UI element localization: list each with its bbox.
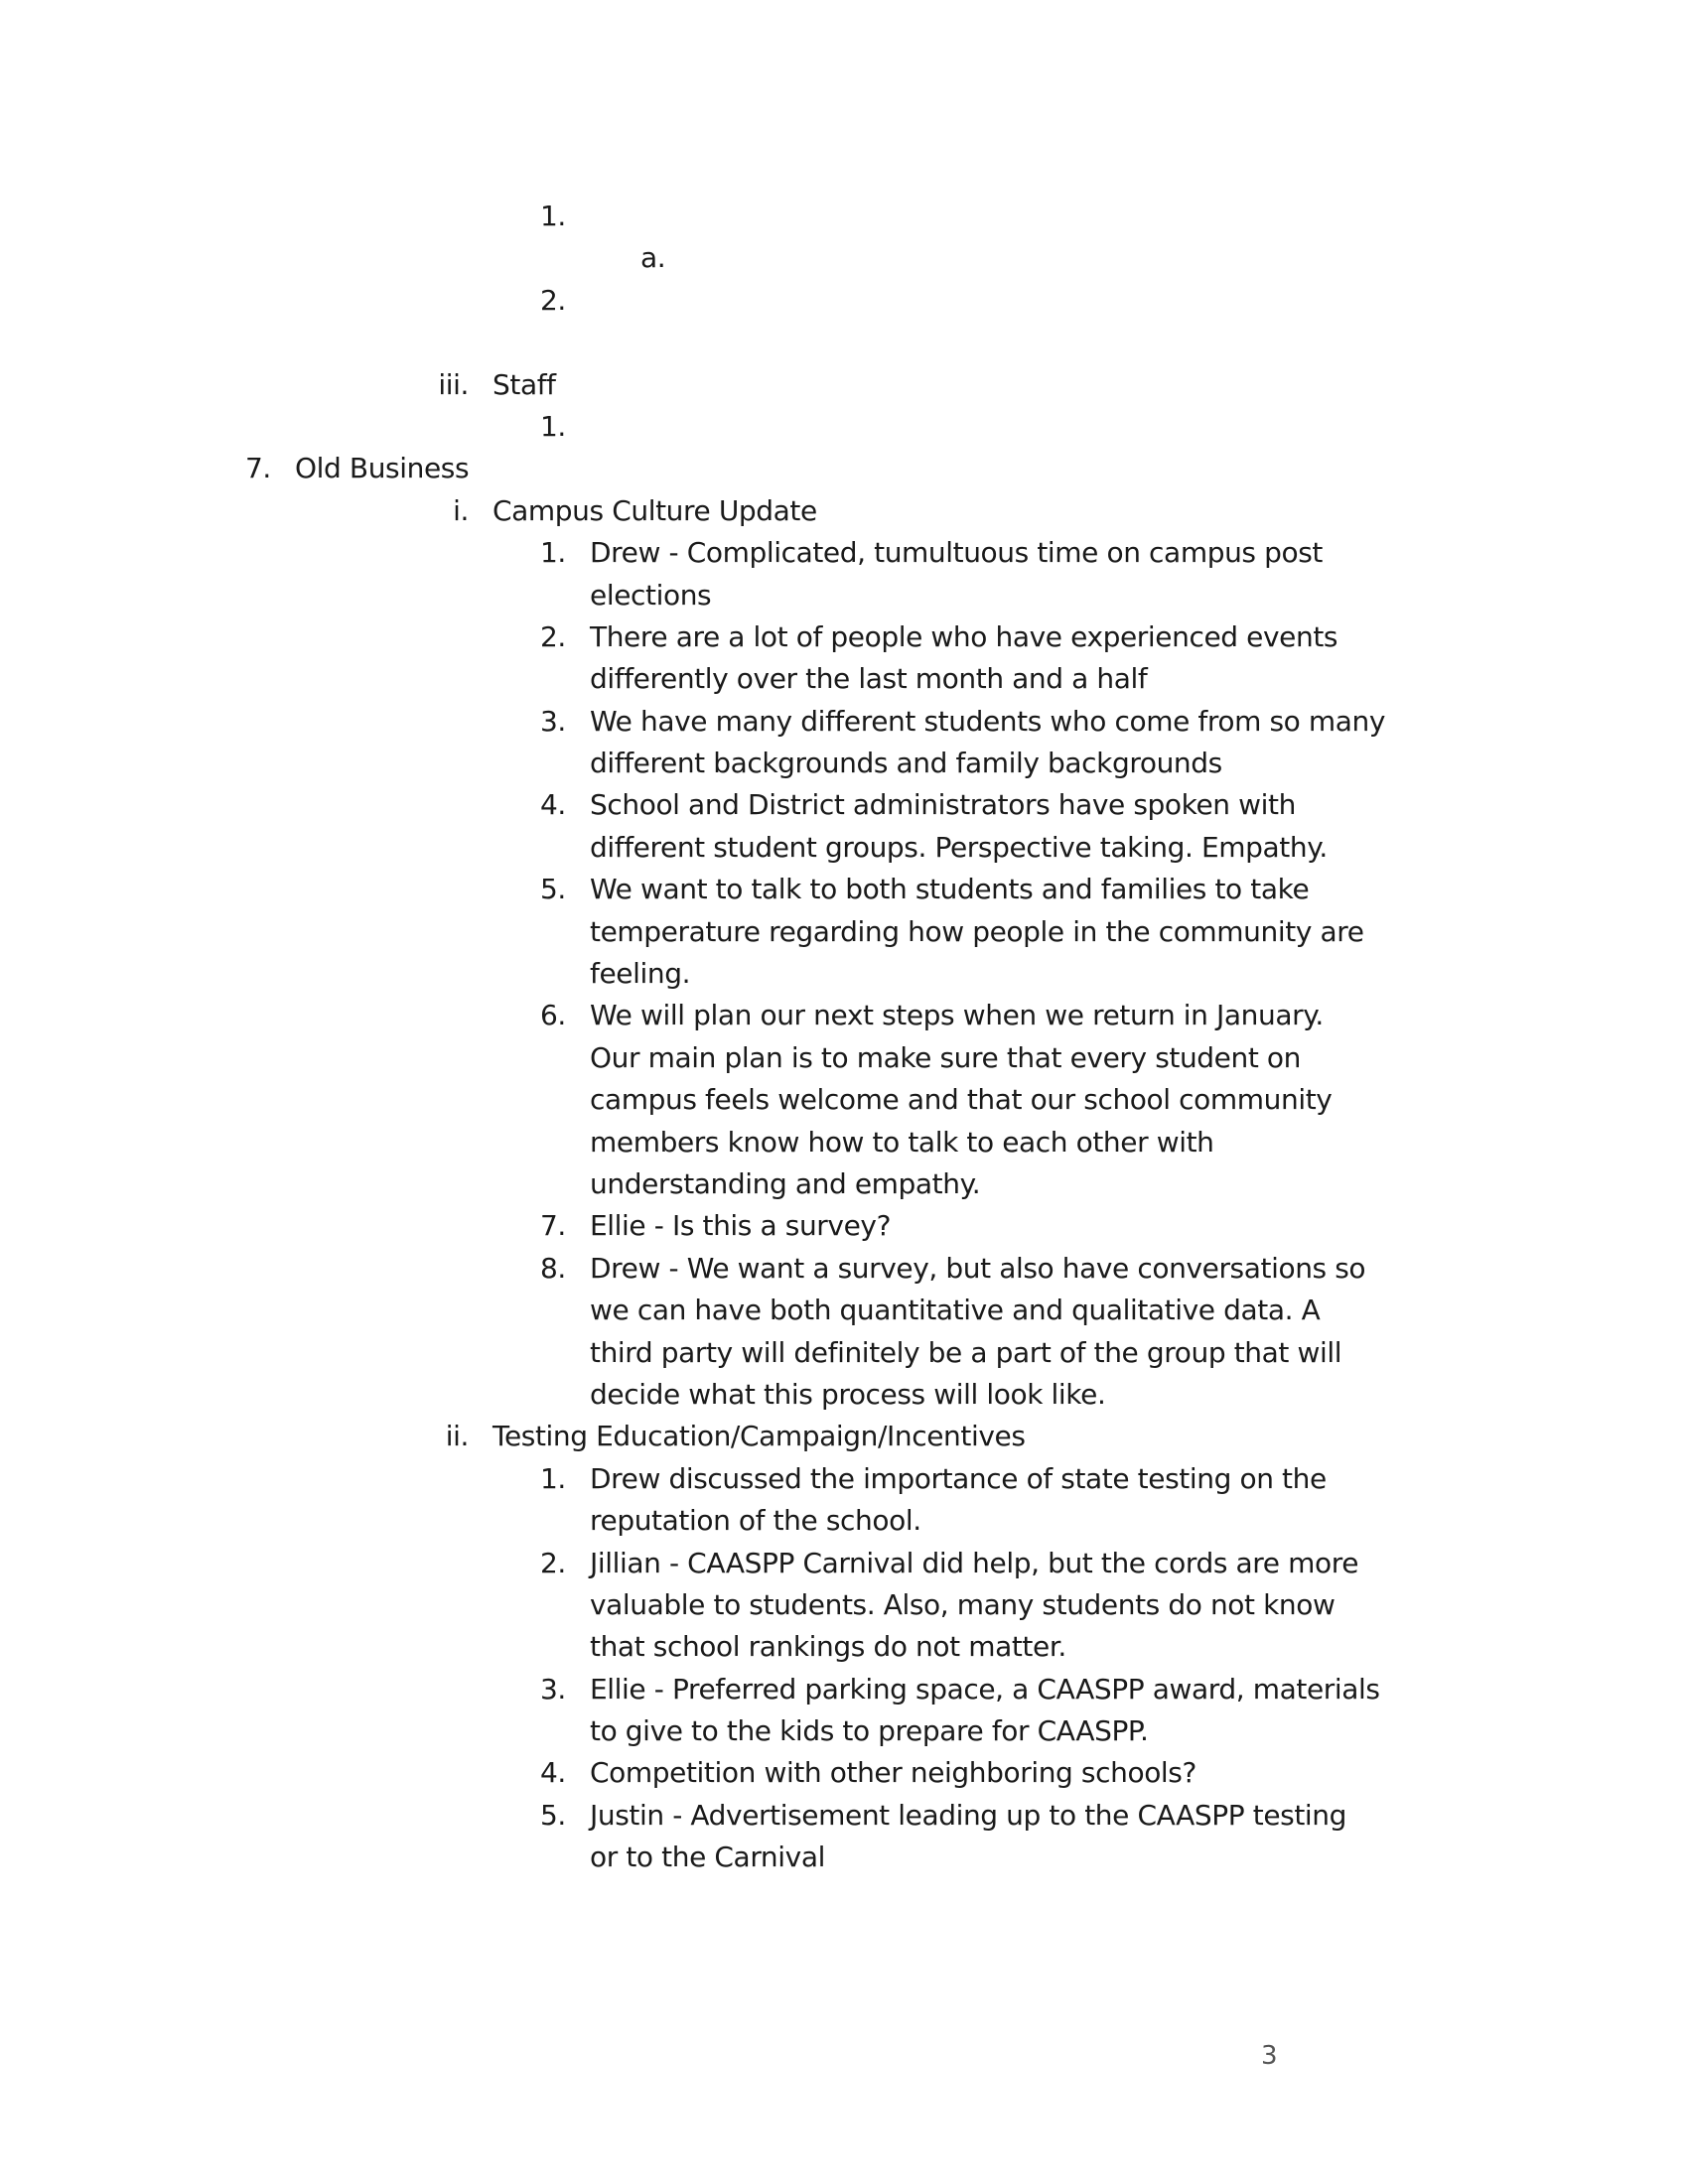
list-item-text: differently over the last month and a half: [590, 662, 1148, 696]
list-item-text: campus feels welcome and that our school community: [590, 1083, 1333, 1117]
list-item: [0, 701, 1688, 743]
list-marker: 3.: [540, 1672, 566, 1706]
list-item-continuation: [0, 1500, 1688, 1542]
list-item: [0, 1248, 1688, 1290]
list-item-text: Justin - Advertisement leading up to the CAASPP testing: [590, 1798, 1347, 1832]
list-item-text: understanding and empathy.: [590, 1166, 981, 1200]
page-number: 3: [1261, 2041, 1278, 2071]
list-item-text: We will plan our next steps when we return in January.: [590, 999, 1324, 1032]
list-marker: 6.: [540, 999, 566, 1032]
list-item: [0, 406, 1688, 448]
list-marker: 1.: [540, 409, 566, 443]
list-item: [0, 784, 1688, 826]
list-item-text: to give to the kids to prepare for CAASPP.: [590, 1714, 1149, 1748]
list-item: [0, 1458, 1688, 1500]
list-item-continuation: [0, 1037, 1688, 1079]
list-item: [0, 364, 1688, 406]
list-item-text: that school rankings do not matter.: [590, 1630, 1066, 1664]
list-marker: 1.: [540, 1461, 566, 1495]
list-item-text: members know how to talk to each other with: [590, 1125, 1214, 1159]
list-item-text: School and District administrators have spoken with: [590, 788, 1296, 822]
list-marker: 2.: [540, 283, 566, 317]
list-item-continuation: [0, 1122, 1688, 1163]
list-item-text: Drew - Complicated, tumultuous time on campus post: [590, 536, 1323, 570]
list-item-text: third party will definitely be a part of the group that will: [590, 1335, 1342, 1369]
list-item-continuation: [0, 911, 1688, 953]
list-item-text: Competition with other neighboring schools?: [590, 1756, 1196, 1790]
list-item-text: There are a lot of people who have experienced events: [590, 619, 1338, 653]
list-item-text: feeling.: [590, 957, 691, 991]
list-item-text: different backgrounds and family backgrounds: [590, 747, 1222, 780]
list-marker: 4.: [540, 788, 566, 822]
list-marker: i.: [453, 493, 469, 527]
list-item-text: Ellie - Is this a survey?: [590, 1209, 892, 1243]
list-marker: 7.: [540, 1209, 566, 1243]
list-item-text: different student groups. Perspective taking. Empathy.: [590, 830, 1328, 864]
list-item-text: temperature regarding how people in the community are: [590, 914, 1364, 948]
list-marker: 2.: [540, 619, 566, 653]
list-item-text: Ellie - Preferred parking space, a CAASPP award, materials: [590, 1672, 1380, 1706]
list-item-text: valuable to students. Also, many students do not know: [590, 1587, 1336, 1621]
list-item-continuation: [0, 743, 1688, 784]
list-item-continuation: [0, 1710, 1688, 1752]
list-item-text: We have many different students who come from so many: [590, 704, 1386, 738]
list-item-continuation: [0, 1374, 1688, 1416]
list-item: [0, 322, 1688, 363]
list-item: [0, 1543, 1688, 1584]
list-item-text: Jillian - CAASPP Carnival did help, but the cords are more: [590, 1546, 1359, 1579]
list-item-text: elections: [590, 578, 712, 612]
list-item: [0, 196, 1688, 237]
list-marker: ii.: [445, 1420, 469, 1453]
list-item-text: Staff: [492, 367, 556, 401]
list-item-text: Drew - We want a survey, but also have conversations so: [590, 1251, 1366, 1285]
list-item-text: We want to talk to both students and families to take: [590, 873, 1310, 906]
list-marker: 4.: [540, 1756, 566, 1790]
list-item-text: Old Business: [295, 452, 470, 485]
list-marker: 7.: [245, 452, 271, 485]
list-item-continuation: [0, 1079, 1688, 1121]
list-marker: 5.: [540, 873, 566, 906]
list-item: [0, 995, 1688, 1036]
list-item-text: or to the Carnival: [590, 1841, 825, 1874]
list-item-continuation: [0, 575, 1688, 616]
list-item: [0, 1669, 1688, 1710]
list-item: [0, 280, 1688, 322]
list-item-continuation: [0, 1290, 1688, 1331]
list-item-text: Campus Culture Update: [492, 493, 817, 527]
list-marker: 1.: [540, 536, 566, 570]
list-item-text: Testing Education/Campaign/Incentives: [492, 1420, 1026, 1453]
list-item-text: we can have both quantitative and qualitative data. A: [590, 1294, 1321, 1327]
list-marker: 2.: [540, 1546, 566, 1579]
list-item: [0, 616, 1688, 658]
list-marker: 1.: [540, 200, 566, 232]
list-item-continuation: [0, 1584, 1688, 1626]
list-item: [0, 1416, 1688, 1457]
list-item: [0, 237, 1688, 279]
list-item-text: decide what this process will look like.: [590, 1377, 1106, 1411]
document-body: [0, 196, 1688, 1879]
list-marker: 3.: [540, 704, 566, 738]
list-item: [0, 1795, 1688, 1837]
list-item-continuation: [0, 1626, 1688, 1668]
list-marker: 5.: [540, 1798, 566, 1832]
list-item: [0, 869, 1688, 910]
list-item-text: Our main plan is to make sure that every student on: [590, 1040, 1302, 1074]
list-item: [0, 1205, 1688, 1247]
list-item-continuation: [0, 1332, 1688, 1374]
list-item: [0, 1752, 1688, 1794]
list-item-continuation: [0, 953, 1688, 995]
list-marker: iii.: [438, 367, 469, 401]
list-item-continuation: [0, 1837, 1688, 1878]
list-item: [0, 532, 1688, 574]
list-item-continuation: [0, 1163, 1688, 1205]
list-item: [0, 448, 1688, 489]
list-item: [0, 490, 1688, 532]
list-item-continuation: [0, 827, 1688, 869]
list-item-continuation: [0, 658, 1688, 700]
list-marker: 8.: [540, 1251, 566, 1285]
list-marker: a.: [640, 241, 666, 275]
list-item-text: Drew discussed the importance of state testing on the: [590, 1461, 1327, 1495]
list-item-text: reputation of the school.: [590, 1504, 921, 1538]
